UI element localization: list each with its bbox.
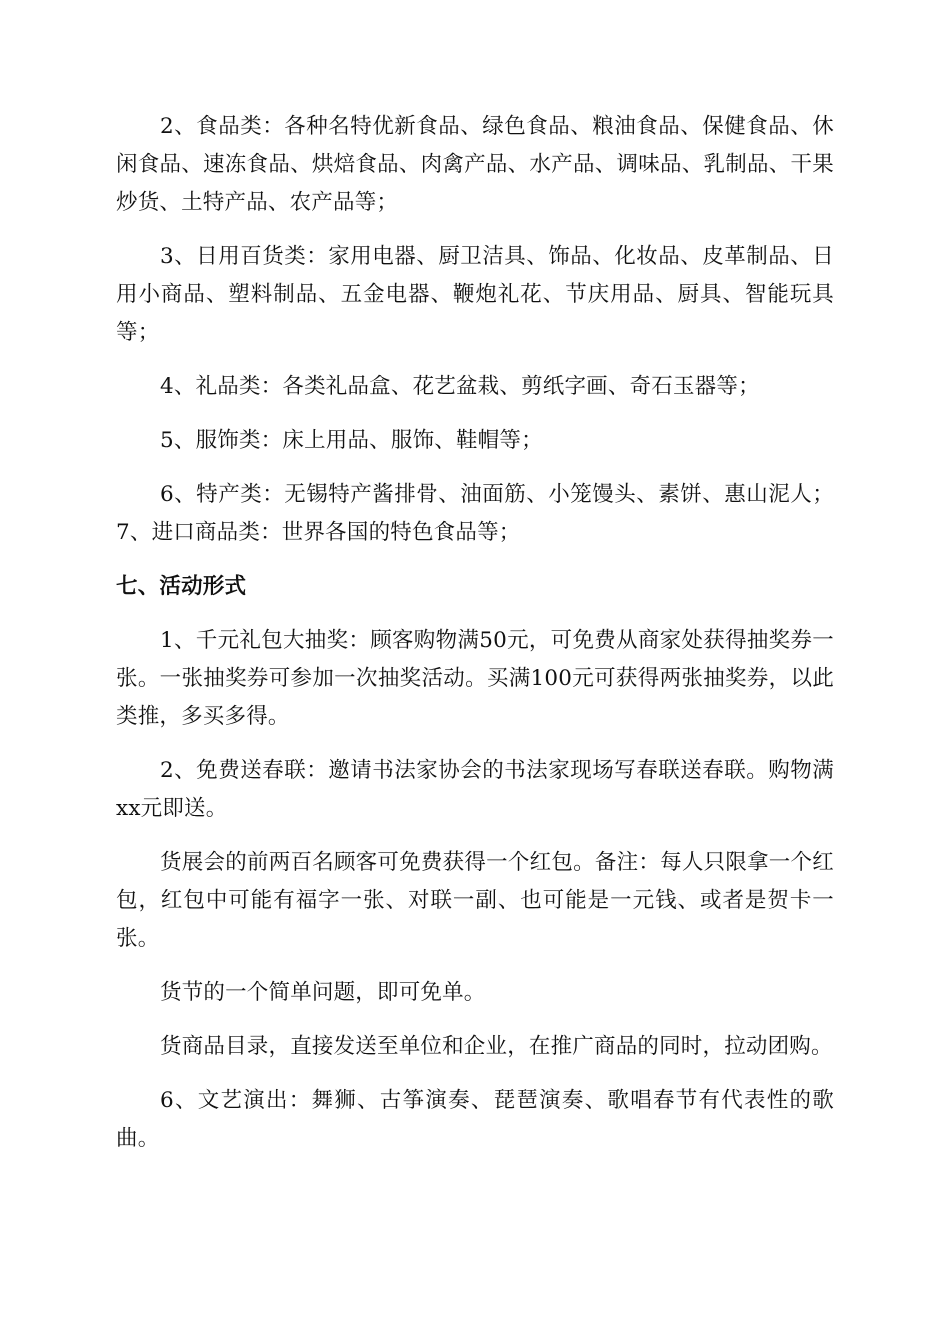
paragraph-free-order: 货节的一个简单问题，即可免单。 <box>160 980 486 1005</box>
paragraph-specialty-category: 6、特产类：无锡特产酱排骨、油面筋、小笼馒头、素饼、惠山泥人；7、进口商品类：世界各国的特色食品等； <box>116 482 834 545</box>
paragraph-product-catalog: 货商品目录，直接发送至单位和企业，在推广商品的同时，拉动团购。 <box>160 1034 833 1059</box>
section-heading-activity-form: 七、活动形式 <box>116 574 247 599</box>
paragraph-lottery: 1、千元礼包大抽奖：顾客购物满50元，可免费从商家处获得抽奖券一张。一张抽奖券可参加一次抽奖活动。买满100元可获得两张抽奖券，以此类推，多买多得。 <box>116 628 834 729</box>
document-body <box>116 108 834 1174</box>
paragraph-food-category: 2、食品类：各种名特优新食品、绿色食品、粮油食品、保健食品、休闲食品、速冻食品、烘焙食品、肉禽产品、水产品、调味品、乳制品、干果炒货、土特产品、农产品等； <box>116 114 834 215</box>
paragraph-performance: 6、文艺演出：舞狮、古筝演奏、琵琶演奏、歌唱春节有代表性的歌曲。 <box>116 1088 834 1151</box>
paragraph-daily-goods-category: 3、日用百货类：家用电器、厨卫洁具、饰品、化妆品、皮革制品、日用小商品、塑料制品、五金电器、鞭炮礼花、节庆用品、厨具、智能玩具等； <box>116 244 834 345</box>
paragraph-gift-category: 4、礼品类：各类礼品盒、花艺盆栽、剪纸字画、奇石玉器等； <box>160 374 760 399</box>
paragraph-red-envelope: 货展会的前两百名顾客可免费获得一个红包。备注：每人只限拿一个红包，红包中可能有福字一张、对联一副、也可能是一元钱、或者是贺卡一张。 <box>116 850 834 951</box>
paragraph-apparel-category: 5、服饰类：床上用品、服饰、鞋帽等； <box>160 428 543 453</box>
paragraph-free-couplets: 2、免费送春联：邀请书法家协会的书法家现场写春联送春联。购物满xx元即送。 <box>116 758 834 821</box>
